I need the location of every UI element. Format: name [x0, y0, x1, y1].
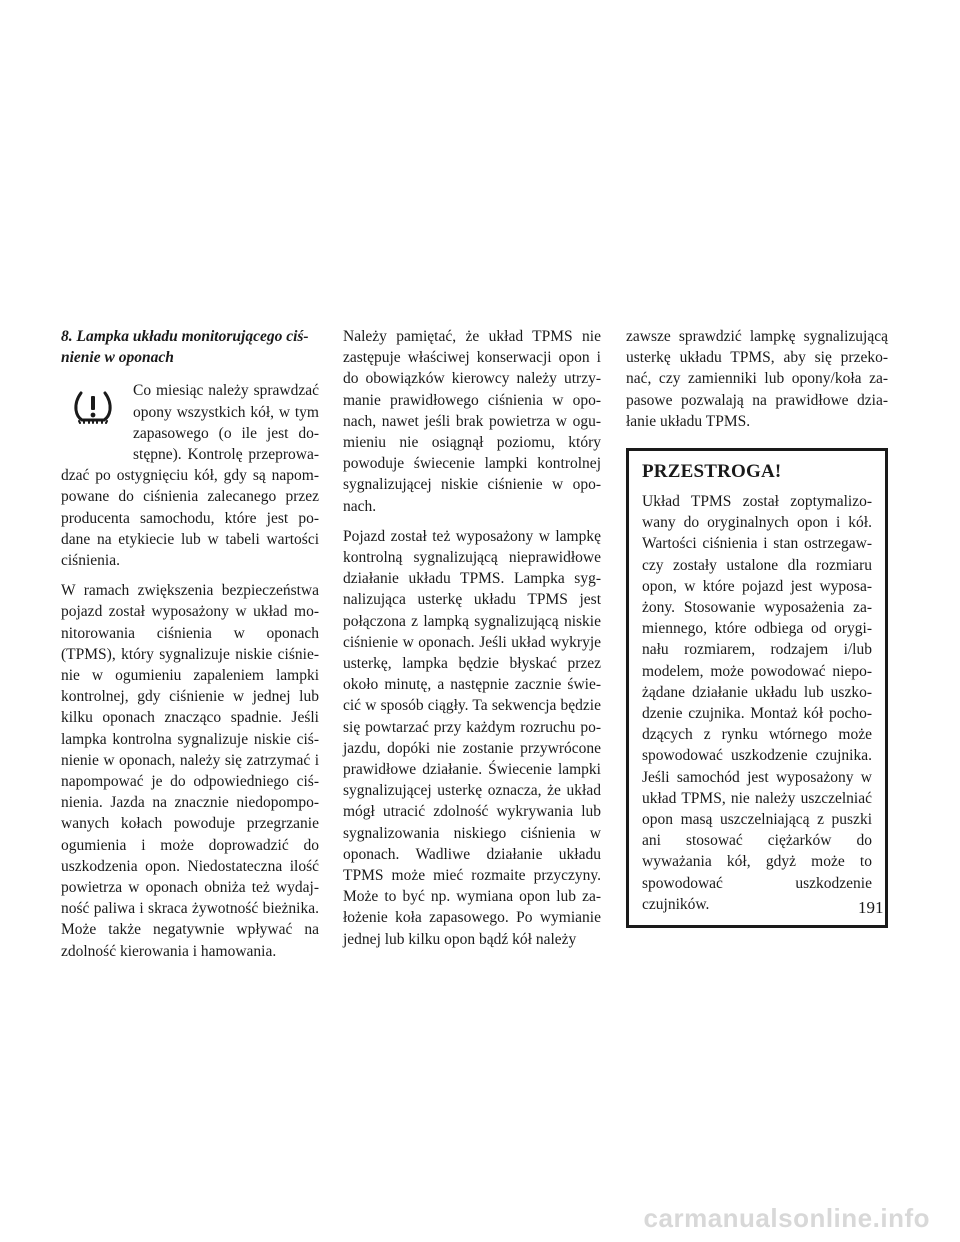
paragraph: Pojazd został też wyposażony w lampkę kontrolną sygnalizującą nieprawidłowe działanie układu TPMS. Lampka syg-nalizująca usterkę układu TPMS jest połączona z lampką sygnalizującą niskie ciśnienie w oponach. Jeśli układ wykryje usterkę, lampka będzie błyskać przez około minutę, a następnie zacznie świe-cić w sposób ciągły. Ta sekwencja będzie się powtarzać przy każdym rozruchu po-jazdu, dopóki nie zostanie przywrócone prawidłowe działanie. Świecenie lampki sygnalizującej usterkę oznacza, że układ mógł utracić zdolność wykrywania lub sygnalizowania niskiego ciśnienia w oponach. Wadliwe działanie układu TPMS może mieć rozmaite przyczyny. Może to być np. wymiana opon lub za-łożenie koła zapasowego. Po wymianie jednej lub kilku opon bądź kół należy: [343, 527, 601, 948]
paragraph: zawsze sprawdzić lampkę sygnalizującą usterkę układu TPMS, aby się przeko-nać, czy zamienniki lub opony/koła za-pasowe pozwalają na prawidłowe dzia-łanie układu TPMS.: [626, 328, 888, 430]
caution-box: [626, 448, 888, 928]
page-number: 191: [858, 898, 884, 917]
tpms-warning-icon: [61, 388, 123, 452]
section-heading: 8. Lampka układu monitorującego ciś-nienie w oponach: [61, 328, 309, 367]
caution-title: PRZESTROGA!: [642, 461, 782, 483]
paragraph: Co miesiąc należy sprawdzać opony wszystkich kół, w tym zapasowego (o ile jest do-stępne). Kontrolę przeprowa-dzać po ostygnięciu kół, gdy są napom-powane do ciśnienia zalecanego przez producenta samochodu, które jest po-dane na etykiecie lub w tabeli wartości ciśnienia.: [61, 382, 319, 570]
paragraph: W ramach zwiększenia bezpieczeństwa pojazd został wyposażony w układ mo-nitorowania ciśnienia w oponach (TPMS), który sygnalizuje niskie ciśnie-nie w ogumieniu zapaleniem lampki kontrolnej, gdy ciśnienie w jednej lub kilku oponach znacząco spadnie. Jeśli lampka kontrolna sygnalizuje niskie ciś-nienie w oponach, należy się zatrzymać i napompować je do odpowiedniego ciś-nienia. Jazda na znacznie niedopompo-wanych kołach powoduje przegrzanie ogumienia i może doprowadzić do uszkodzenia opon. Niedostateczna ilość powietrza w oponach obniża też wydaj-ność paliwa i skraca żywotność bieżnika. Może także negatywnie wpływać na zdolność kierowania i hamowania.: [61, 582, 319, 960]
column-2: [343, 326, 601, 959]
caution-text: Układ TPMS został zoptymalizo-wany do oryginalnych opon i kół. Wartości ciśnienia i stan ostrzegaw-czy zostały ustalone dla rozmiaru opon, w które pojazd jest wyposa-żony. Stosowanie wyposażenia za-miennego, które odbiega od orygi-nału rozmiarem, rodzajem i/lub modelem, może powodować niepo-żądane działanie układu lub uszko-dzenie czujnika. Montaż kół pocho-dzących z rynku wtórnego może spowodować uszkodzenie czujnika. Jeśli samochód jest wyposażony w układ TPMS, nie należy uszczelniać opon masą uszczelniającą z puszki ani stosować ciężarków do wyważania kół, gdyż może to spowodować uszkodzenie czujników.: [642, 493, 872, 913]
column-1: [61, 326, 319, 971]
paragraph: Należy pamiętać, że układ TPMS nie zastępuje właściwej konserwacji opon i do obowiązków kierowcy należy utrzy-manie prawidłowego ciśnienia w opo-nach, nawet jeśli brak powietrza w ogu-mieniu nie osiągnął poziomu, który powoduje świecenie lampki kontrolnej sygnalizującej niskie ciśnienie w opo-nach.: [343, 328, 601, 515]
column-3: [626, 326, 888, 928]
watermark: carmanualsonline.info: [643, 1203, 930, 1233]
